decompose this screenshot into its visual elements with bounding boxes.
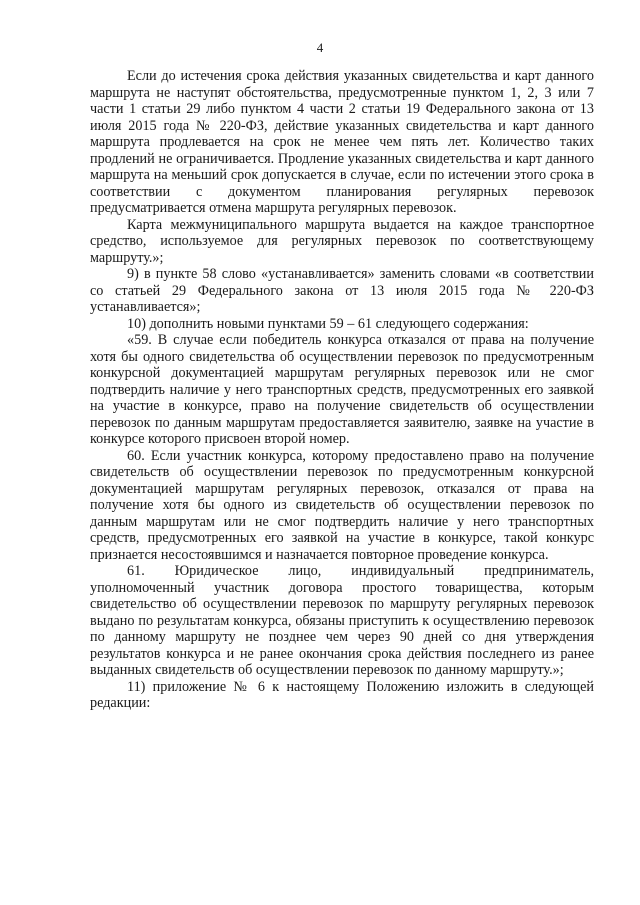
paragraph-clause-61: 61. Юридическое лицо, индивидуальный предприниматель, уполномоченный участник договора простого товарищества, которым свидетельство об осуществлении перевозок по маршруту регулярных перевозок выдано по результатам конкурса, обязаны приступить к осуществлению перевозок по данному маршруту не позднее чем через 90 дней со дня утверждения результатов конкурса и не ранее окончания срока действия последнего из ранее выданных свидетельств об осуществлении перевозок по данному маршруту.»; [90, 563, 594, 678]
paragraph-item-10: 10) дополнить новыми пунктами 59 – 61 следующего содержания: [127, 315, 529, 332]
paragraph-item-11: 11) приложение № 6 к настоящему Положению изложить в следующей редакции: [90, 678, 594, 711]
paragraph-validity-extension: Если до истечения срока действия указанных свидетельства и карт данного маршрута не наступят обстоятельства, предусмотренные пунктом 1, 2, 3 или 7 части 1 статьи 29 либо пунктом 4 части 2 статьи 19 Федерального закона от 13 июля 2015 года № 220-ФЗ, действие указанных свидетельства и карт данного маршрута продлевается на срок не менее чем пять лет. Количество таких продлений не ограничивается. Продление указанных свидетельства и карт данного маршрута на меньший срок допускается в случае, если по истечении этого срока в соответствии с документом планирования регулярных перевозок предусматривается отмена маршрута регулярных перевозок. [90, 68, 594, 216]
paragraph-intermunicipal-route-card: Карта межмуниципального маршрута выдается на каждое транспортное средство, используемое для регулярных перевозок по соответствующему маршруту.»; [90, 216, 594, 266]
paragraph-clause-59: «59. В случае если победитель конкурса отказался от права на получение хотя бы одного свидетельства об осуществлении перевозок по предусмотренным конкурсной документацией маршрутам регулярных перевозок или не смог подтвердить наличие у него транспортных средств, предусмотренных его заявкой на участие в конкурсе, право на получение свидетельств об осуществлении перевозок по данным маршрутам предоставляется заявителю, заявке на участие в конкурсе которого присвоен второй номер. [90, 332, 594, 447]
page-number: 4 [316, 40, 324, 55]
paragraph-clause-60: 60. Если участник конкурса, которому предоставлено право на получение свидетельств об осуществлении перевозок по предусмотренным конкурсной документацией маршрутам регулярных перевозок, отказался от права на получение хотя бы одного из свидетельств об осуществлении перевозок по данным маршрутам или не смог подтвердить наличие у него транспортных средств, предусмотренных его заявкой на участие в конкурсе, такой конкурс признается несостоявшимся и назначается повторное проведение конкурса. [90, 447, 594, 563]
document-body [90, 68, 594, 712]
paragraph-item-9: 9) в пункте 58 слово «устанавливается» заменить словами «в соответствии со статьей 29 Федерального закона от 13 июля 2015 года № 220-ФЗ устанавливается»; [90, 266, 594, 315]
